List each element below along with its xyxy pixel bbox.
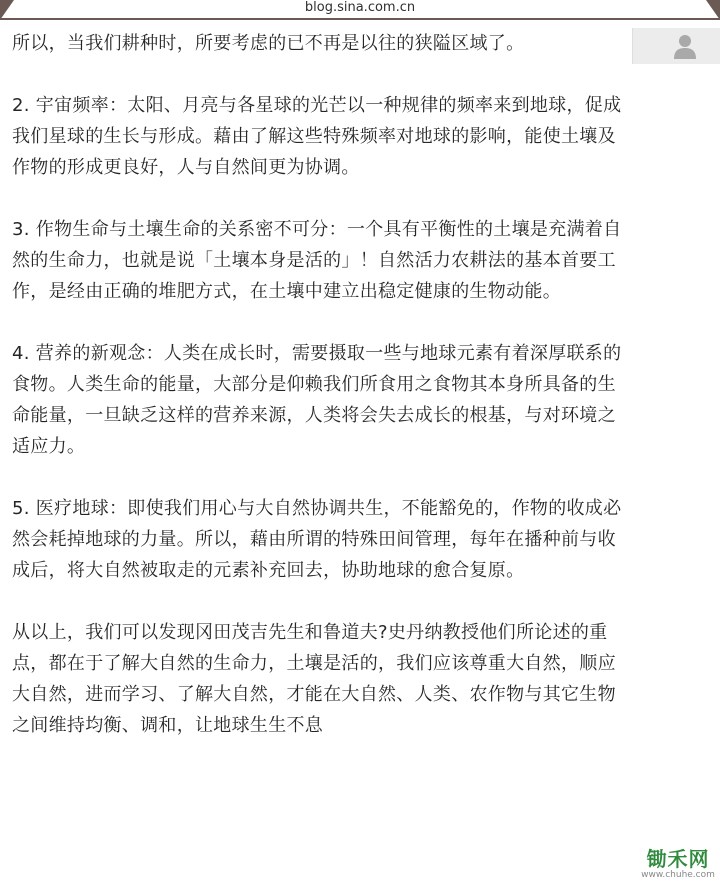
point-3-paragraph [12,214,687,307]
point-4-line: 4. 营养的新观念：人类在成长时，需要摄取一些与地球元素有着深厚联系的 [12,343,622,364]
point-4-line: 适应力。 [12,436,86,457]
point-5-paragraph [12,493,687,586]
watermark-url: www.chuhe.com [641,870,715,880]
conclusion-line: 点，都在于了解大自然的生命力，土壤是活的，我们应该尊重大自然，顺应 [12,653,616,674]
watermark-name: 锄禾网 [646,847,710,871]
conclusion-line: 之间维持均衡、调和，让地球生生不息 [12,715,324,736]
point-2-line: 作物的形成更良好，人与自然间更为协调。 [12,157,360,178]
page-url[interactable]: blog.sina.com.cn [304,0,416,15]
point-3-line: 然的生命力，也就是说「土壤本身是活的」！自然活力农耕法的基本首要工 [12,250,616,271]
point-3-line: 3. 作物生命与土壤生命的关系密不可分：一个具有平衡性的土壤是充满着自 [12,219,622,240]
conclusion-paragraph [12,617,687,741]
conclusion-line: 从以上，我们可以发现冈田茂吉先生和鲁道夫?史丹纳教授他们所论述的重 [12,622,608,643]
address-bar-divider [0,18,720,20]
article-body [12,28,687,741]
point-2-line: 2. 宇宙频率：太阳、月亮与各星球的光芒以一种规律的频率来到地球，促成 [12,95,622,116]
intro-paragraph: 所以，当我们耕种时，所要考虑的已不再是以往的狭隘区域了。 [12,33,525,54]
point-4-paragraph [12,338,687,462]
conclusion-line: 大自然，进而学习、了解大自然，才能在大自然、人类、农作物与其它生物 [12,684,616,705]
point-5-line: 然会耗掉地球的力量。所以，藉由所谓的特殊田间管理，每年在播种前与收 [12,529,616,550]
browser-address-bar [0,0,720,20]
point-5-line: 5. 医疗地球：即使我们用心与大自然协调共生，不能豁免的，作物的收成必 [12,498,622,519]
point-5-line: 成后，将大自然被取走的元素补充回去，协助地球的愈合复原。 [12,560,525,581]
point-2-paragraph [12,90,687,183]
point-3-line: 作，是经由正确的堆肥方式，在土壤中建立出稳定健康的生物动能。 [12,281,561,302]
point-4-line: 命能量，一旦缺乏这样的营养来源，人类将会失去成长的根基，与对环境之 [12,405,616,426]
site-watermark [640,848,716,881]
point-4-line: 食物。人类生命的能量，大部分是仰赖我们所食用之食物其本身所具备的生 [12,374,616,395]
point-2-line: 我们星球的生长与形成。藉由了解这些特殊频率对地球的影响，能使土壤及 [12,126,616,147]
